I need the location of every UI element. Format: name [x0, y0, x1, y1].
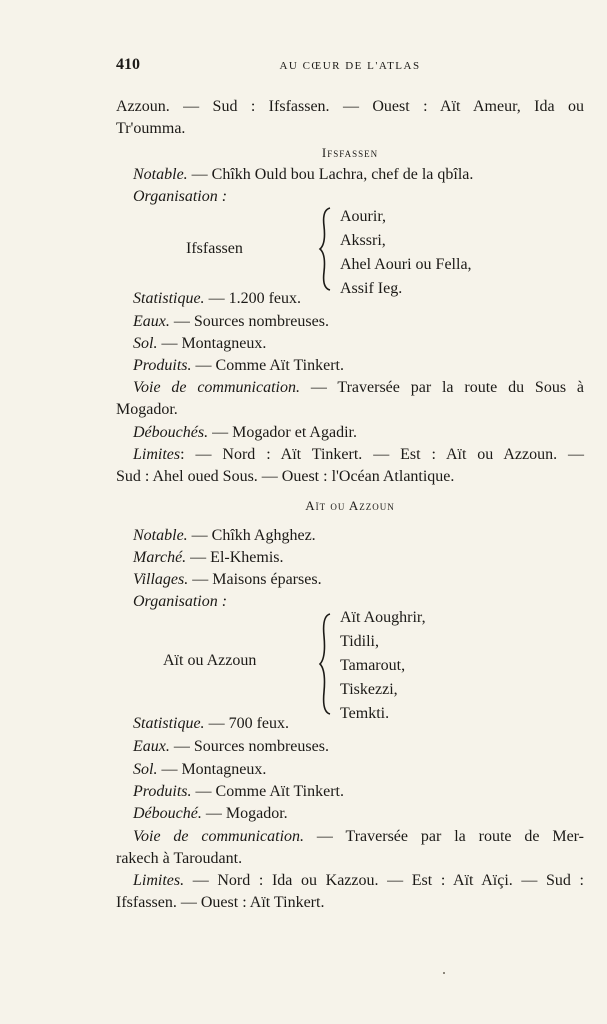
aoa-voie-text-2: rakech à Taroudant. — [116, 850, 243, 867]
intro-line-2: Tr'oumma. — [116, 120, 186, 137]
ifs-subgroup-item: Akssri, — [340, 232, 386, 249]
aoa-subgroup-list — [340, 606, 426, 726]
ifs-sol-label: Sol. — [133, 335, 158, 352]
aoa-limites-text-2: Ifsfassen. — Ouest : Aït Tinkert. — [116, 894, 325, 911]
paper-speck — [443, 972, 445, 974]
aoa-eaux-text: — Sources nombreuses. — [169, 738, 329, 755]
aoa-voie — [133, 826, 584, 848]
aoa-debouche — [133, 803, 288, 825]
ifs-organisation-label: Organisation : — [133, 188, 228, 205]
ifs-eaux-label: Eaux. — [133, 313, 170, 330]
aoa-debouche-text: — Mogador. — [201, 805, 288, 822]
ifs-statistique-text: — 1.200 feux. — [204, 290, 301, 307]
aoa-villages-label: Villages. — [133, 571, 189, 588]
ifs-subgroup-item: Assif Ieg. — [340, 280, 403, 297]
page-number: 410 — [116, 56, 140, 73]
ifs-produits — [133, 355, 344, 377]
section-heading-ait-ou-azzoun: Aït ou Azzoun — [305, 498, 395, 513]
running-title: AU CŒUR DE L'ATLAS — [279, 60, 421, 72]
aoa-limites — [133, 870, 584, 892]
ifs-limites-text-2: Sud : Ahel oued Sous. — Ouest : l'Océan Atlantique. — [116, 468, 455, 485]
aoa-notable — [133, 525, 316, 547]
ifs-subgroup-item: Ahel Aouri ou Fella, — [340, 256, 472, 273]
ifs-notable-label: Notable. — [133, 166, 188, 183]
ifs-voie — [133, 377, 584, 399]
aoa-produits-label: Produits. — [133, 783, 192, 800]
ifs-statistique — [133, 288, 301, 310]
ifs-voie-label: Voie de communication. — [133, 379, 300, 396]
ifs-group-name: Ifsfassen — [186, 240, 243, 257]
ifs-notable-text: — Chîkh Ould bou Lachra, chef de la qbîla. — [187, 166, 474, 183]
aoa-voie-label: Voie de communication. — [133, 828, 305, 845]
ifs-sol-text: — Montagneux. — [157, 335, 267, 352]
aoa-statistique — [133, 713, 289, 735]
ifs-subgroup-list — [340, 205, 472, 301]
aoa-villages — [133, 569, 322, 591]
aoa-sol-text: — Montagneux. — [157, 761, 267, 778]
intro-line-1: Azzoun. — Sud : Ifsfassen. — Ouest : Aït Ameur, Ida ou — [116, 98, 584, 115]
ifs-voie-text-2: Mogador. — [116, 401, 178, 418]
ifs-debouches-label: Débouchés. — [133, 424, 209, 441]
aoa-subgroup-item: Tamarout, — [340, 657, 406, 674]
aoa-brace-icon — [318, 612, 334, 716]
aoa-produits — [133, 781, 344, 803]
aoa-notable-label: Notable. — [133, 527, 188, 544]
ifs-notable — [133, 164, 473, 186]
ifs-eaux-text: — Sources nombreuses. — [169, 313, 329, 330]
aoa-eaux — [133, 736, 329, 758]
aoa-subgroup-item: Aït Aoughrir, — [340, 609, 426, 626]
ifs-produits-text: — Comme Aït Tinkert. — [191, 357, 344, 374]
aoa-debouche-label: Débouché. — [133, 805, 202, 822]
ifs-eaux — [133, 311, 329, 333]
ifs-voie-text-1: — Traversée par la route du Sous à — [299, 379, 584, 396]
aoa-villages-text: — Maisons éparses. — [188, 571, 322, 588]
aoa-produits-text: — Comme Aït Tinkert. — [191, 783, 344, 800]
page-header — [116, 56, 584, 80]
ifs-debouches-text: — Mogador et Agadir. — [208, 424, 357, 441]
aoa-statistique-label: Statistique. — [133, 715, 205, 732]
aoa-voie-text-1: — Traversée par la route de Mer- — [304, 828, 584, 845]
aoa-marche-text: — El-Khemis. — [186, 549, 284, 566]
ifs-debouches — [133, 422, 357, 444]
aoa-limites-text-1: — Nord : Ida ou Kazzou. — Est : Aït Aïçi. — Sud : — [184, 872, 584, 889]
aoa-sol-label: Sol. — [133, 761, 158, 778]
aoa-group-name: Aït ou Azzoun — [163, 652, 257, 669]
ifs-subgroup-item: Aourir, — [340, 208, 387, 225]
aoa-subgroup-item: Tiskezzi, — [340, 681, 398, 698]
aoa-subgroup-item: Temkti. — [340, 705, 390, 722]
aoa-eaux-label: Eaux. — [133, 738, 170, 755]
aoa-notable-text: — Chîkh Aghghez. — [187, 527, 316, 544]
ifs-produits-label: Produits. — [133, 357, 192, 374]
ifs-limites-label: Limites — [133, 446, 181, 463]
section-heading-ifsfassen: Ifsfassen — [321, 145, 379, 160]
aoa-organisation-label: Organisation : — [133, 593, 228, 610]
ifs-sol — [133, 333, 266, 355]
aoa-statistique-text: — 700 feux. — [204, 715, 289, 732]
aoa-subgroup-item: Tidili, — [340, 633, 379, 650]
ifs-limites-text-1: : — Nord : Aït Tinkert. — Est : Aït ou Azzoun. — — [180, 446, 584, 463]
ifs-brace-icon — [318, 206, 334, 292]
aoa-marche — [133, 547, 284, 569]
aoa-limites-label: Limites. — [133, 872, 185, 889]
aoa-sol — [133, 759, 266, 781]
aoa-marche-label: Marché. — [133, 549, 187, 566]
ifs-statistique-label: Statistique. — [133, 290, 205, 307]
ifs-limites — [133, 444, 584, 466]
